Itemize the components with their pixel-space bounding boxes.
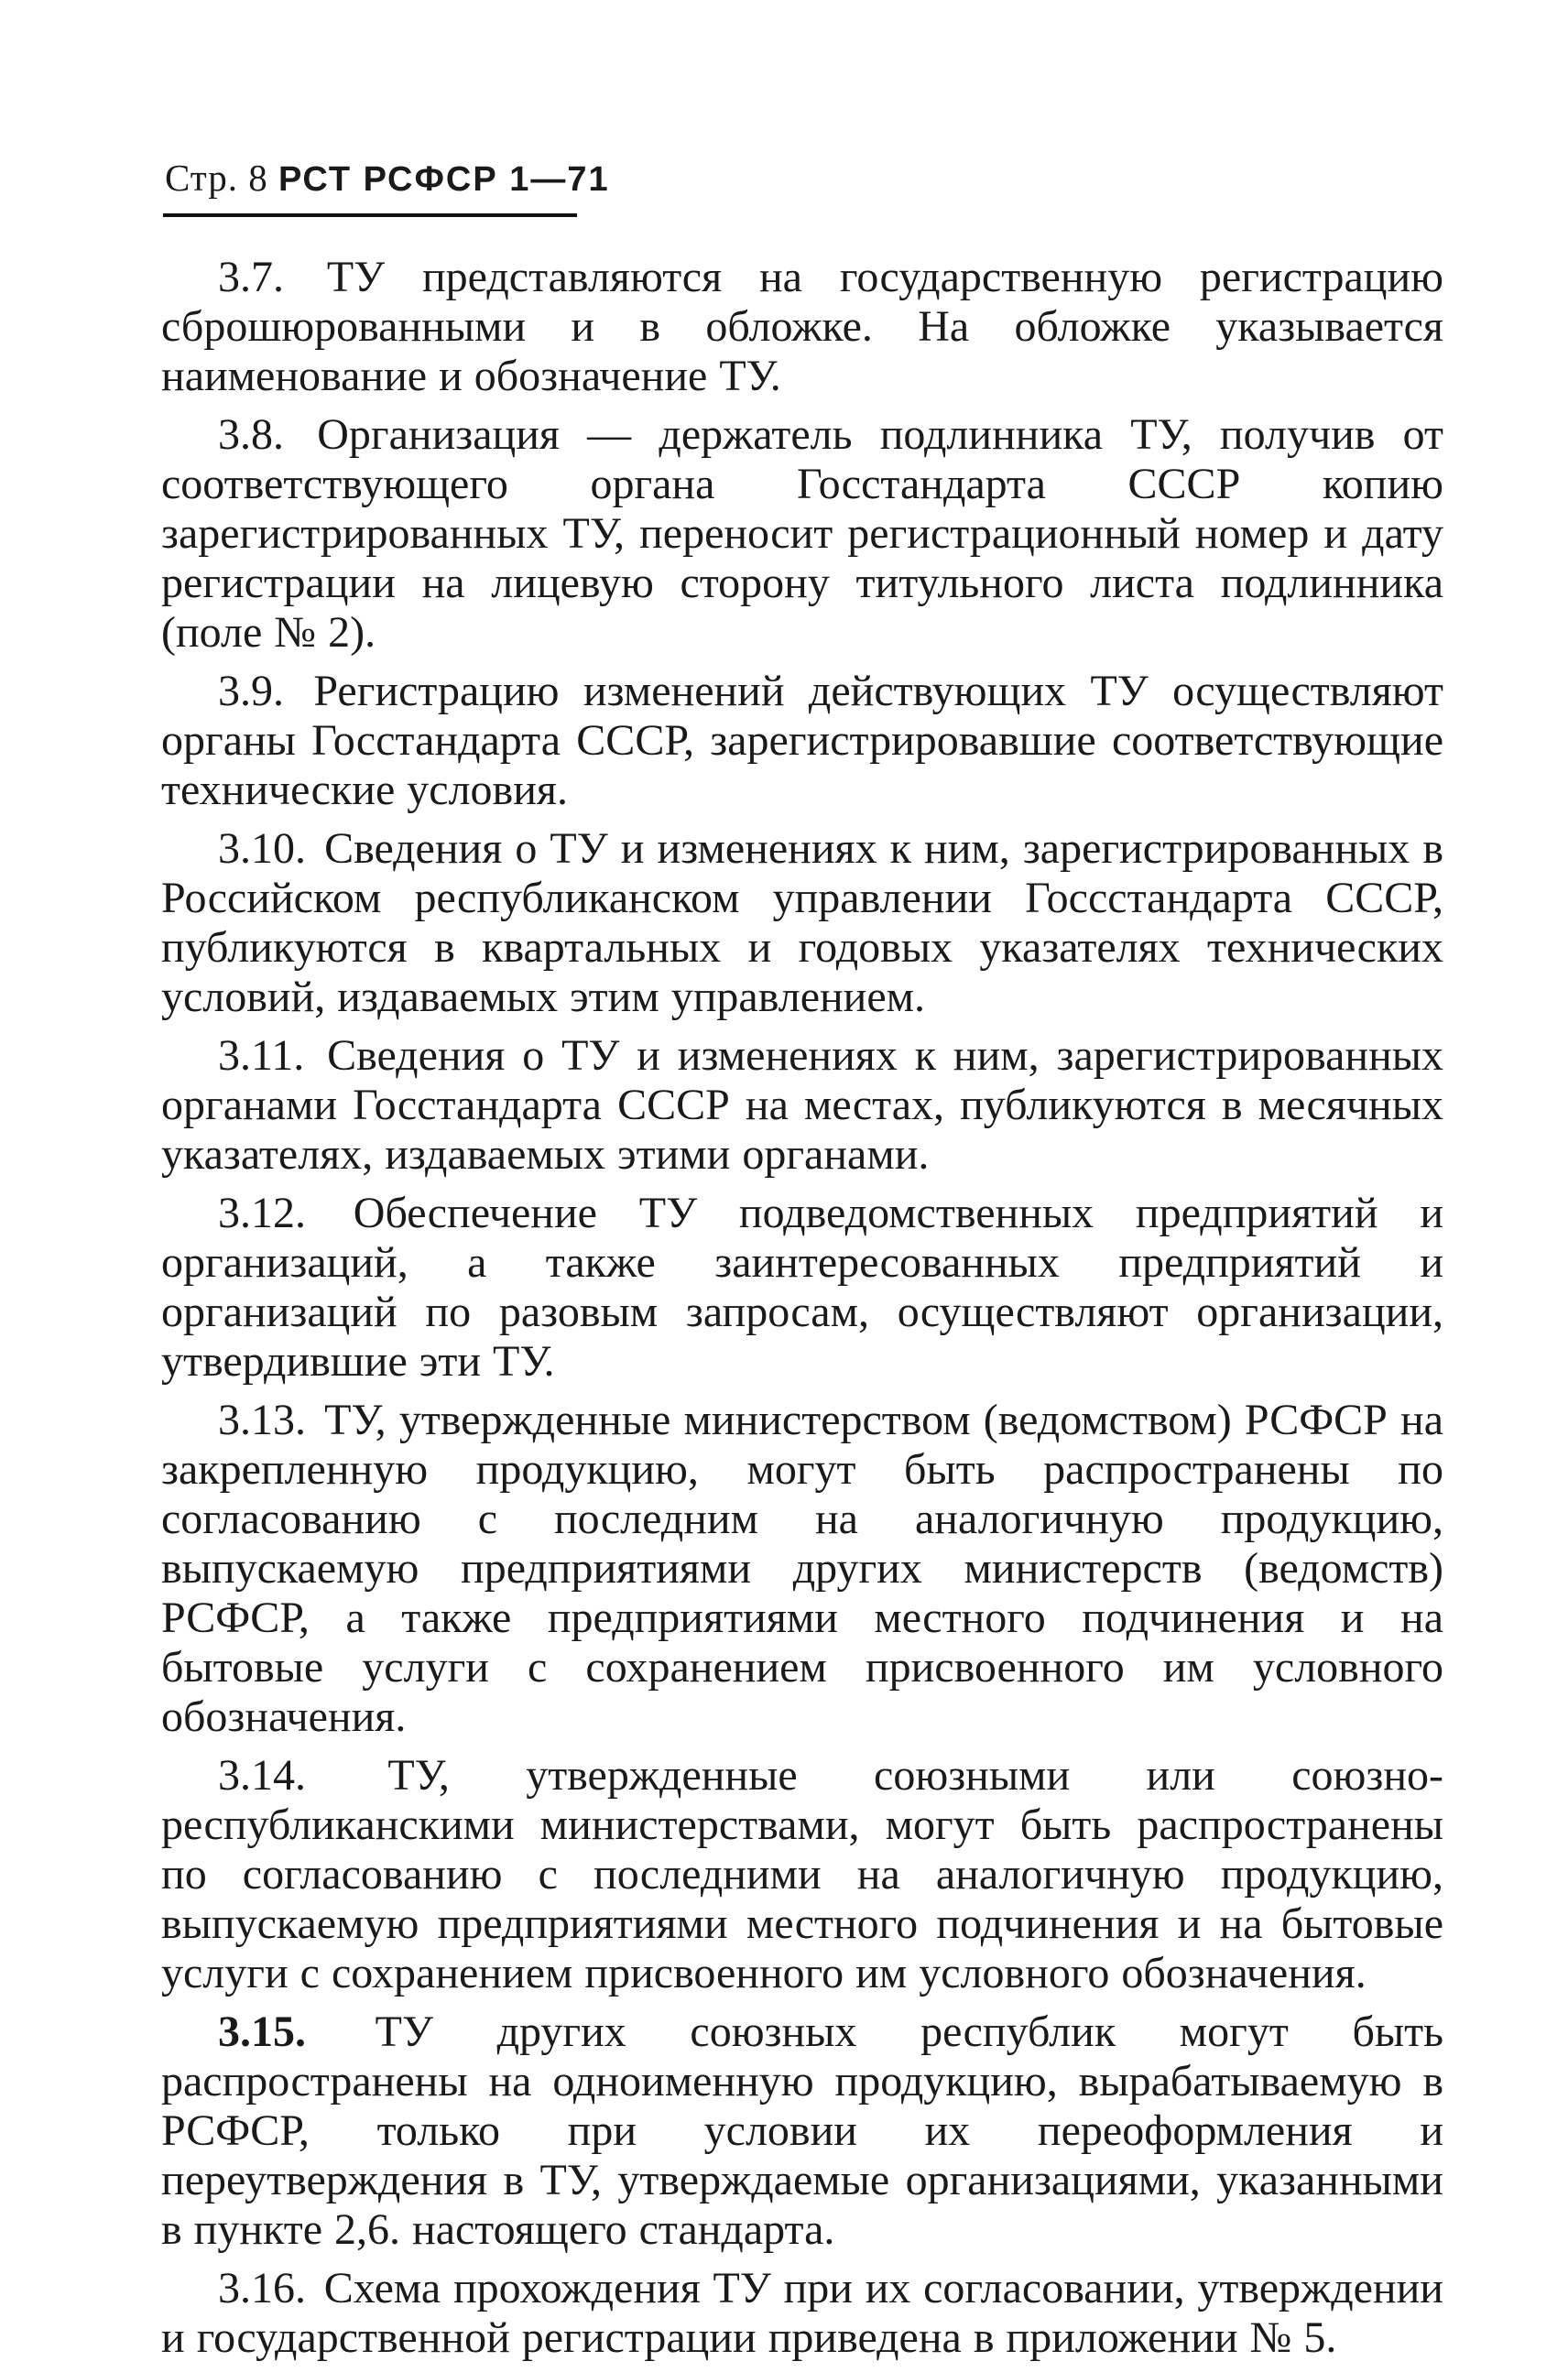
paragraph-text: Организация — держатель подлинника ТУ, получив от соответствующего органа Госстандарта СССР копию зарегистрированных ТУ, переносит регистрационный номер и дату регистрации на лицевую сторону титульного листа подлинника (поле № 2). [161, 410, 1443, 657]
paragraph-3-13 [161, 1396, 1443, 1742]
paragraph-number: 3.13. [218, 1396, 306, 1444]
paragraph-3-16 [161, 2264, 1443, 2363]
page-header [165, 156, 610, 200]
paragraph-number: 3.8. [218, 410, 284, 459]
paragraph-number: 3.11. [218, 1031, 305, 1080]
paragraph-3-8 [161, 410, 1443, 658]
paragraph-text: Регистрацию изменений действующих ТУ осуществляют органы Госстандарта СССР, зарегистрировавшие соответствующие технические условия. [161, 667, 1444, 814]
paragraph-3-11 [161, 1031, 1443, 1180]
standard-designation: РСТ РСФСР 1—71 [278, 160, 610, 199]
document-body [161, 253, 1443, 2372]
header-rule [163, 213, 577, 217]
paragraph-text: ТУ, утвержденные союзными или союзно-республиканскими министерствами, могут быть распространены по согласованию с последними на аналогичную продукцию, выпускаемую предприятиями местного подчинения и на бытовые услуги с сохранением присвоенного им условного обозначения. [161, 1751, 1443, 1997]
paragraph-number: 3.14. [218, 1751, 306, 1800]
paragraph-number: 3.10. [218, 824, 306, 873]
paragraph-text: Сведения о ТУ и изменениях к ним, зарегистрированных органами Госстандарта СССР на местах, публикуются в месячных указателях, издаваемых этими органами. [161, 1031, 1444, 1179]
paragraph-3-7 [161, 253, 1443, 401]
paragraph-text: ТУ, утвержденные министерством (ведомством) РСФСР на закрепленную продукцию, могут быть распространены по согласованию с последним на аналогичную продукцию, выпускаемую предприятиями других министерств (ведомств) РСФСР, а также предприятиями местного подчинения и на бытовые услуги с сохранением присвоенного им условного обозначения. [161, 1396, 1443, 1741]
paragraph-3-9 [161, 667, 1443, 815]
paragraph-3-12 [161, 1189, 1443, 1387]
paragraph-number: 3.9. [218, 667, 284, 715]
paragraph-text: ТУ представляются на государственную регистрацию сброшюрованными и в обложке. На обложке указывается наименование и обозначение ТУ. [161, 253, 1444, 400]
paragraph-number: 3.16. [218, 2264, 306, 2312]
paragraph-text: ТУ других союзных республик могут быть распространены на одноименную продукцию, вырабатываемую в РСФСР, только при условии их переоформления и переутверждения в ТУ, утверждаемые организациями, указанными в пункте 2,6. настоящего стандарта. [161, 2007, 1443, 2254]
paragraph-text: Сведения о ТУ и изменениях к ним, зарегистрированных в Российском республиканском управлении Гоccстандарта СССР, публикуются в квартальных и годовых указателях технических условий, издаваемых этим управлением. [161, 824, 1444, 1021]
paragraph-number: 3.15. [218, 2007, 306, 2056]
paragraph-3-14 [161, 1751, 1443, 1998]
paragraph-3-15 [161, 2007, 1443, 2255]
paragraph-number: 3.7. [218, 253, 284, 301]
paragraph-number: 3.12. [218, 1189, 306, 1237]
paragraph-3-10 [161, 824, 1443, 1022]
paragraph-text: Обеспечение ТУ подведомственных предприятий и организаций, а также заинтересованных предприятий и организаций по разовым запросам, осуществляют организации, утвердившие эти ТУ. [161, 1189, 1443, 1386]
paragraph-text: Схема прохождения ТУ при их согласовании, утверждении и государственной регистрации приведена в приложении № 5. [161, 2264, 1443, 2362]
page-number-label: Стр. 8 [165, 157, 268, 199]
